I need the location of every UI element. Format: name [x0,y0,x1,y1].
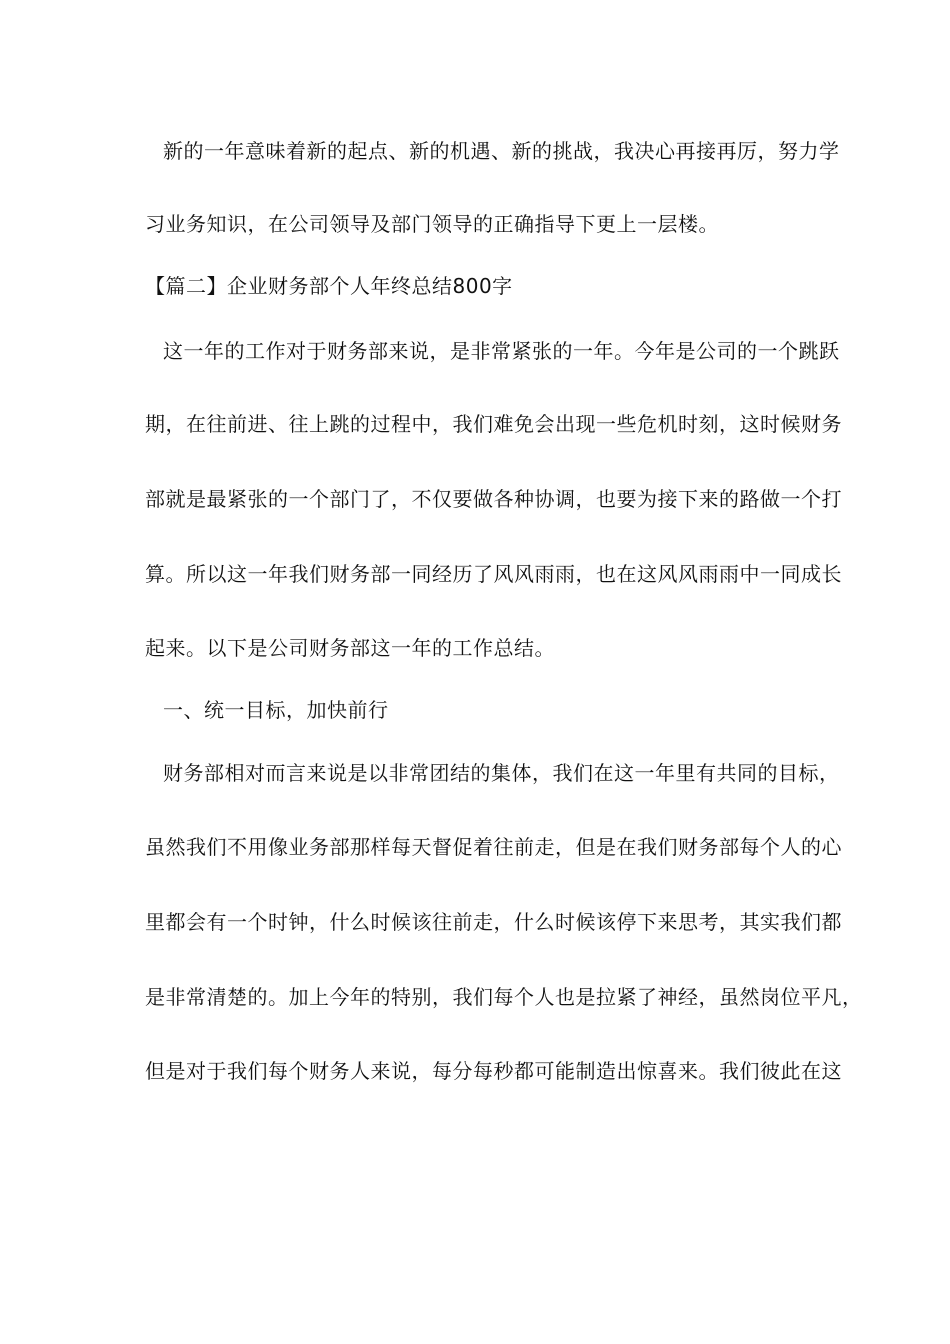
paragraph-line: 期，在往前进、往上跳的过程中，我们难免会出现一些危机时刻，这时候财务 [145,412,842,436]
paragraph-line: 财务部相对而言来说是以非常团结的集体，我们在这一年里有共同的目标， [163,761,840,785]
paragraph-line: 新的一年意味着新的起点、新的机遇、新的挑战，我决心再接再厉，努力学 [163,139,840,163]
paragraph-line: 这一年的工作对于财务部来说，是非常紧张的一年。今年是公司的一个跳跃 [163,339,840,363]
paragraph-line: 习业务知识，在公司领导及部门领导的正确指导下更上一层楼。 [145,212,719,236]
subsection-heading: 一、统一目标，加快前行 [163,698,389,722]
section-heading: 【篇二】企业财务部个人年终总结800字 [145,274,513,298]
paragraph-line: 里都会有一个时钟，什么时候该往前走，什么时候该停下来思考，其实我们都 [145,910,842,934]
paragraph-line: 是非常清楚的。加上今年的特别，我们每个人也是拉紧了神经，虽然岗位平凡， [145,985,863,1009]
paragraph-line: 起来。以下是公司财务部这一年的工作总结。 [145,636,555,660]
paragraph-line: 但是对于我们每个财务人来说，每分每秒都可能制造出惊喜来。我们彼此在这 [145,1059,842,1083]
paragraph-line: 算。所以这一年我们财务部一同经历了风风雨雨，也在这风风雨雨中一同成长 [145,562,842,586]
paragraph-line: 部就是最紧张的一个部门了，不仅要做各种协调，也要为接下来的路做一个打 [145,487,842,511]
paragraph-line: 虽然我们不用像业务部那样每天督促着往前走，但是在我们财务部每个人的心 [145,835,842,859]
